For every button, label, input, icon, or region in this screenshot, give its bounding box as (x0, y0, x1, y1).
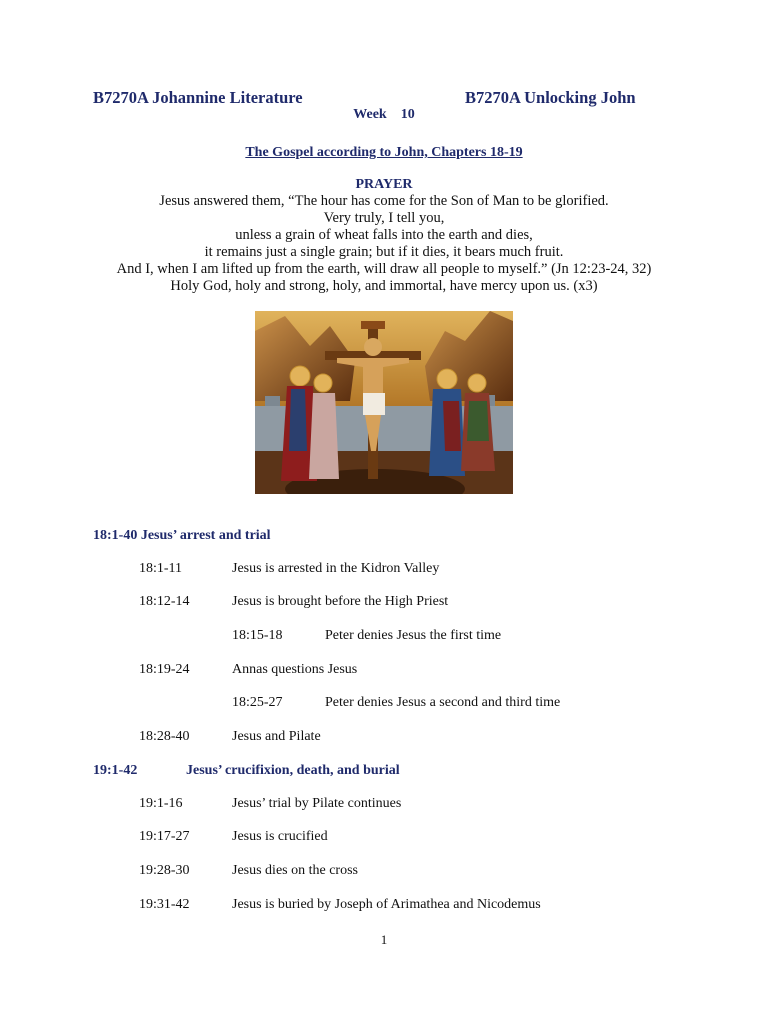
verse-description: Jesus’ trial by Pilate continues (232, 796, 402, 811)
verse-ref: 18:19-24 (139, 662, 190, 677)
gospel-title: The Gospel according to John, Chapters 18-19 (245, 145, 523, 160)
verse-ref: 18:25-27 (232, 695, 283, 710)
prayer-line: And I, when I am lifted up from the earth, will draw all people to myself.” (Jn 12:23-24, 32) (116, 261, 652, 277)
section-heading-arrest (93, 528, 271, 544)
prayer-line: Jesus answered them, “The hour has come for the Son of Man to be glorified. (159, 193, 609, 209)
verse-description: Jesus is buried by Joseph of Arimathea and Nicodemus (232, 897, 541, 912)
page-number: 1 (380, 932, 388, 947)
verse-description: Annas questions Jesus (232, 662, 358, 677)
verse-description: Peter denies Jesus the first time (325, 628, 502, 643)
verse-ref: 19:28-30 (139, 863, 190, 878)
verse-ref: 18:28-40 (139, 729, 190, 744)
verse-description: Jesus and Pilate (232, 729, 321, 744)
prayer-line: Holy God, holy and strong, holy, and immortal, have mercy upon us. (x3) (170, 278, 598, 294)
verse-description: Peter denies Jesus a second and third time (325, 695, 561, 710)
verse-description: Jesus is brought before the High Priest (232, 594, 449, 609)
course-title-left: B7270A Johannine Literature (93, 88, 303, 107)
prayer-line: it remains just a single grain; but if it dies, it bears much fruit. (204, 244, 564, 260)
week-label (0, 107, 768, 123)
verse-ref: 19:17-27 (139, 829, 190, 844)
verse-description: Jesus dies on the cross (232, 863, 358, 878)
section-title: Jesus’ crucifixion, death, and burial (186, 763, 400, 778)
verse-description: Jesus is crucified (232, 829, 328, 844)
crucifixion-icon-image (255, 311, 513, 494)
verse-ref: 18:15-18 (232, 628, 283, 643)
section-ref: 18:1-40 (93, 528, 138, 543)
week-number: 10 (400, 107, 415, 122)
verse-ref: 18:12-14 (139, 594, 190, 609)
verse-ref: 19:31-42 (139, 897, 190, 912)
prayer-line: Very truly, I tell you, (323, 210, 445, 226)
verse-ref: 18:1-11 (139, 561, 183, 576)
prayer-text (0, 193, 768, 295)
prayer-heading: PRAYER (355, 177, 413, 192)
section-heading-crucifixion (93, 763, 513, 783)
section-ref: 19:1-42 (93, 763, 138, 778)
course-title-right: B7270A Unlocking John (465, 88, 636, 107)
prayer-line: unless a grain of wheat falls into the earth and dies, (235, 227, 533, 243)
section-title: Jesus’ arrest and trial (140, 528, 271, 543)
week-word: Week (353, 107, 387, 122)
verse-description: Jesus is arrested in the Kidron Valley (232, 561, 440, 576)
verse-ref: 19:1-16 (139, 796, 183, 811)
